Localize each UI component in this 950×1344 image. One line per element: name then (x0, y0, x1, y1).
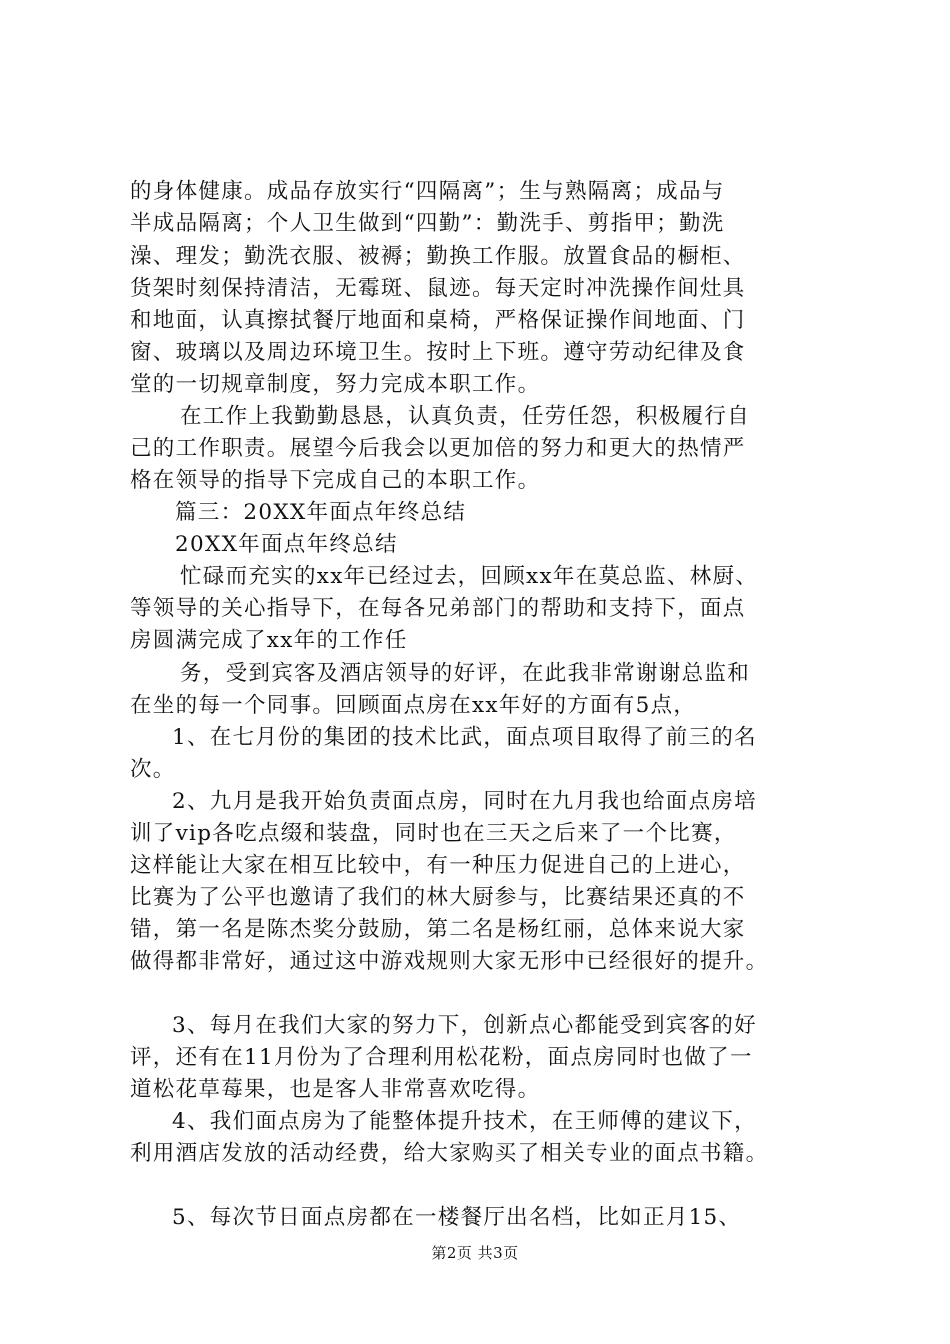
paragraph-line: 做得都非常好，通过这中游戏规则大家无形中已经很好的提升。 (130, 949, 769, 974)
paragraph-line: 务，受到宾客及酒店领导的好评，在此我非常谢谢总监和 (180, 661, 751, 686)
section-heading: 篇三：20XX年面点年终总结 (175, 500, 467, 525)
paragraph-line: 道松花草莓果，也是客人非常喜欢吃得。 (130, 1077, 541, 1102)
paragraph-line: 窗、玻璃以及周边环境卫生。按时上下班。遵守劳动纪律及食 (130, 340, 746, 365)
list-item: 3、每月在我们大家的努力下，创新点心都能受到宾客的好 (172, 1013, 757, 1038)
paragraph-line: 忙碌而充实的xx年已经过去，回顾xx年在莫总监、林厨、 (180, 564, 759, 589)
paragraph-line: 堂的一切规章制度，努力完成本职工作。 (130, 372, 541, 397)
paragraph-line: 错，第一名是陈杰奖分鼓励，第二名是杨红丽，总体来说大家 (130, 917, 746, 942)
paragraph-line: 评，还有在11月份为了合理利用松花粉，面点房同时也做了一 (130, 1045, 753, 1070)
list-item: 5、每次节日面点房都在一楼餐厅出名档，比如正月15、 (172, 1205, 742, 1230)
paragraph-line: 利用酒店发放的活动经费，给大家购买了相关专业的面点书籍。 (130, 1141, 769, 1166)
paragraph-line: 半成品隔离；个人卫生做到“四勤”：勤洗手、剪指甲；勤洗 (130, 211, 725, 236)
paragraph-line: 比赛为了公平也邀请了我们的林大厨参与，比赛结果还真的不 (130, 885, 746, 910)
paragraph-line: 等领导的关心指导下，在每各兄弟部门的帮助和支持下，面点 (130, 596, 746, 621)
paragraph-line: 澡、理发；勤洗衣服、被褥；勤换工作服。放置食品的橱柜、 (130, 244, 746, 269)
paragraph-line: 训了vip各吃点缀和装盘，同时也在三天之后来了一个比赛， (130, 821, 737, 846)
paragraph-line: 这样能让大家在相互比较中，有一种压力促进自己的上进心， (130, 853, 746, 878)
list-item: 4、我们面点房为了能整体提升技术，在王师傅的建议下， (172, 1109, 757, 1134)
paragraph-line: 次。 (130, 757, 176, 782)
paragraph-line: 在工作上我勤勤恳恳，认真负责，任劳任怨，积极履行自 (180, 404, 751, 429)
page-footer: 第2页 共3页 (431, 1244, 519, 1262)
paragraph-line: 房圆满完成了xx年的工作任 (130, 628, 408, 653)
paragraph-line: 的身体健康。成品存放实行“四隔离”；生与熟隔离；成品与 (130, 179, 725, 204)
paragraph-line: 己的工作职责。展望今后我会以更加倍的努力和更大的热情严 (130, 436, 746, 461)
list-item: 2、九月是我开始负责面点房，同时在九月我也给面点房培 (172, 789, 757, 814)
list-item: 1、在七月份的集团的技术比武，面点项目取得了前三的名 (172, 725, 757, 750)
paragraph-line: 和地面，认真擦拭餐厅地面和桌椅，严格保证操作间地面、门 (130, 308, 746, 333)
paragraph-line: 在坐的每一个同事。回顾面点房在xx年好的方面有5点， (130, 693, 697, 718)
section-title: 20XX年面点年终总结 (175, 532, 398, 557)
paragraph-line: 格在领导的指导下完成自己的本职工作。 (130, 468, 541, 493)
paragraph-line: 货架时刻保持清洁，无霉斑、鼠迹。每天定时冲洗操作间灶具 (130, 276, 746, 301)
